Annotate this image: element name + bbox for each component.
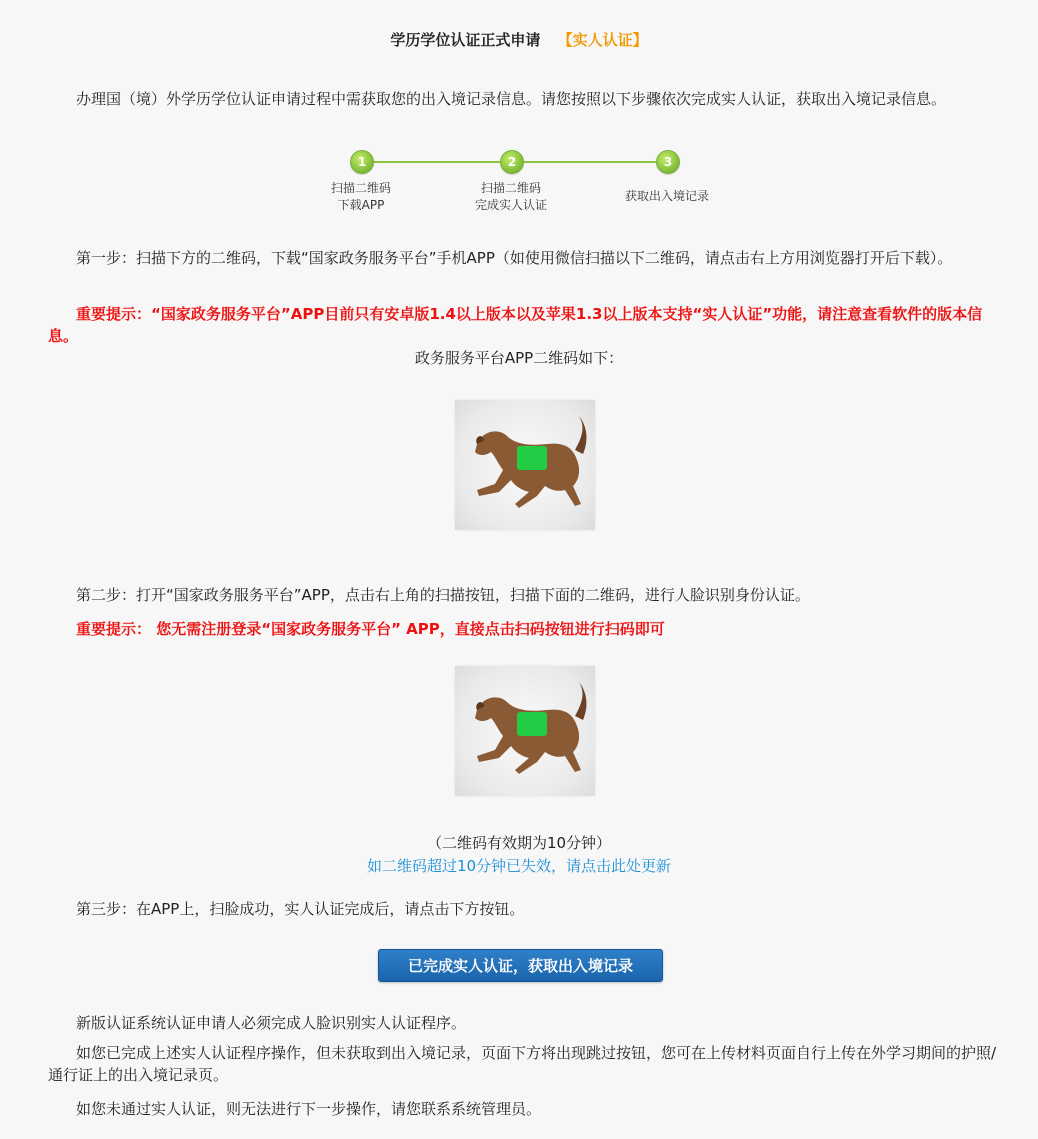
step2-paragraph — [48, 584, 998, 606]
step-1-dot: 1 — [350, 150, 374, 174]
step2-warning-text: 重要提示： 您无需注册登录“国家政务服务平台” APP，直接点击扫码按钮进行扫码即可 — [76, 620, 665, 638]
note-1 — [48, 1012, 998, 1034]
note-2-text: 如您已完成上述实人认证程序操作，但未获取到出入境记录，页面下方将出现跳过按钮，您可在上传材料页面自行上传在外学习期间的护照/通行证上的出入境记录页。 — [48, 1044, 997, 1084]
step-2-dot: 2 — [500, 150, 524, 174]
intro-paragraph — [48, 88, 998, 110]
get-entry-exit-record-button[interactable]: 已完成实人认证，获取出入境记录 — [378, 949, 663, 982]
auth-qr-image — [455, 666, 595, 796]
step-2-label — [446, 180, 576, 214]
step2-warning — [48, 618, 998, 640]
step1-warning — [48, 303, 998, 347]
step3-text: 第三步：在APP上，扫脸成功，实人认证完成后，请点击下方按钮。 — [76, 900, 525, 918]
note-3 — [48, 1098, 998, 1120]
note-2 — [48, 1042, 998, 1086]
step-1-line2: 下载APP — [337, 198, 385, 212]
app-qr-caption: 政务服务平台APP二维码如下： — [414, 349, 624, 367]
step1-warning-text: 重要提示：“国家政务服务平台”APP目前只有安卓版1.4以上版本以及苹果1.3以上版本支持“实人认证”功能，请注意查看软件的版本信息。 — [48, 305, 983, 345]
qr-validity-text: （二维码有效期为10分钟） — [426, 834, 612, 852]
step1-paragraph — [48, 247, 998, 269]
qr-refresh-link-row — [0, 855, 1038, 877]
step2-text: 第二步：打开“国家政务服务平台”APP，点击右上角的扫描按钮，扫描下面的二维码，进行人脸识别身份认证。 — [76, 586, 810, 604]
progress-stepper — [300, 148, 760, 218]
note-1-text: 新版认证系统认证申请人必须完成人脸识别实人认证程序。 — [76, 1014, 467, 1032]
step-1-label — [296, 180, 426, 214]
app-download-qr-image — [455, 400, 595, 530]
horse-image — [455, 400, 595, 530]
note-3-text: 如您未通过实人认证，则无法进行下一步操作，请您联系系统管理员。 — [76, 1100, 542, 1118]
horse-image — [455, 666, 595, 796]
qr-refresh-link[interactable]: 如二维码超过10分钟已失效，请点击此处更新 — [366, 857, 672, 875]
step-2-line2: 完成实人认证 — [474, 198, 547, 212]
step-3-line1: 获取出入境记录 — [624, 189, 709, 203]
step-3-label — [602, 188, 732, 205]
step-2-line1: 扫描二维码 — [480, 181, 541, 195]
step1-text: 第一步：扫描下方的二维码，下载“国家政务服务平台”手机APP（如使用微信扫描以下二维码，请点击右上方用浏览器打开后下载）。 — [76, 249, 953, 267]
title-badge: 【实人认证】 — [557, 31, 648, 49]
page-title — [0, 29, 1038, 50]
step-3-dot: 3 — [656, 150, 680, 174]
intro-text: 办理国（境）外学历学位认证申请过程中需获取您的出入境记录信息。请您按照以下步骤依次完成实人认证，获取出入境记录信息。 — [76, 90, 947, 108]
title-text: 学历学位认证正式申请 — [390, 31, 541, 49]
step-1-line1: 扫描二维码 — [330, 181, 391, 195]
step3-paragraph — [48, 898, 998, 920]
